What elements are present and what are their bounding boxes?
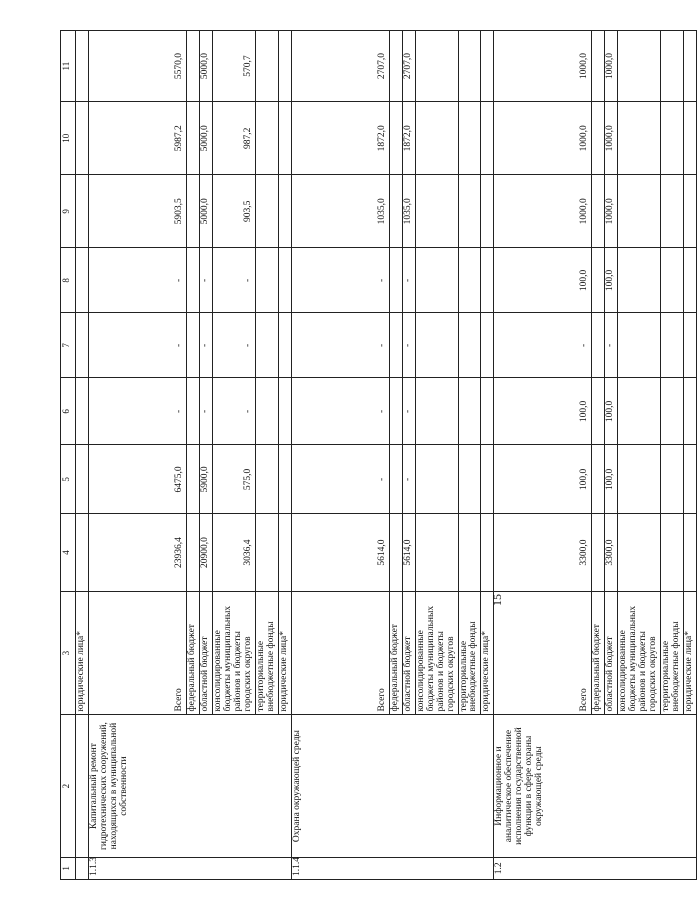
value-cell: 1872,0 [402, 102, 415, 175]
row-label: областной бюджет [402, 591, 415, 715]
value-cell: 1000,0 [605, 31, 618, 102]
value-cell [661, 514, 684, 591]
value-cell: 20900,0 [199, 514, 212, 591]
value-cell: 1035,0 [291, 175, 389, 248]
column-number-row [61, 31, 76, 880]
value-cell [415, 248, 458, 313]
value-cell [592, 378, 605, 445]
value-cell: 5900,0 [199, 445, 212, 514]
value-cell [255, 313, 278, 378]
value-cell [618, 378, 661, 445]
value-cell [255, 31, 278, 102]
row-label: областной бюджет [605, 591, 618, 715]
value-cell: - [605, 313, 618, 378]
value-cell [661, 248, 684, 313]
value-cell: 1000,0 [494, 31, 592, 102]
column-number-5: 5 [61, 445, 76, 514]
value-cell [661, 445, 684, 514]
value-cell [661, 378, 684, 445]
value-cell [389, 514, 402, 591]
value-cell: - [212, 313, 255, 378]
value-cell [278, 175, 291, 248]
value-cell: 2707,0 [291, 31, 389, 102]
value-cell: 1000,0 [605, 102, 618, 175]
value-cell: 23936,4 [88, 514, 186, 591]
value-cell [278, 445, 291, 514]
value-cell: 575,0 [212, 445, 255, 514]
table-row [291, 31, 389, 880]
value-cell: 3300,0 [605, 514, 618, 591]
value-cell: - [291, 248, 389, 313]
value-cell: 5000,0 [199, 31, 212, 102]
value-cell [661, 102, 684, 175]
value-cell: 5987,2 [88, 102, 186, 175]
value-cell: - [291, 378, 389, 445]
section-name: Капитальный ремонт гидротехнических сооружений, находящихся в муниципальной собственности [88, 715, 291, 857]
value-cell [618, 31, 661, 102]
value-cell: 1000,0 [494, 175, 592, 248]
value-cell: 1000,0 [494, 102, 592, 175]
value-cell [186, 31, 199, 102]
value-cell: - [88, 313, 186, 378]
value-cell: - [402, 445, 415, 514]
value-cell [684, 445, 697, 514]
column-number-8: 8 [61, 248, 76, 313]
value-cell: - [88, 248, 186, 313]
value-cell: 100,0 [494, 248, 592, 313]
table-row [494, 31, 592, 880]
value-cell [415, 445, 458, 514]
value-cell [458, 248, 481, 313]
value-cell: 5614,0 [402, 514, 415, 591]
value-cell: 5903,5 [88, 175, 186, 248]
row-label: юридические лица* [684, 591, 697, 715]
row-label: консолидированные бюджеты муниципальных районов и бюджеты городских округов [212, 591, 255, 715]
section-name: Информационное и аналитическое обеспечение исполнения государственной функции в сфере охраны окружающей среды [494, 715, 697, 857]
value-cell [618, 514, 661, 591]
value-cell [186, 445, 199, 514]
value-cell [415, 31, 458, 102]
value-cell [389, 445, 402, 514]
budget-table [60, 30, 697, 880]
value-cell [458, 102, 481, 175]
row-label: федеральный бюджет [389, 591, 402, 715]
row-label: территориальные внебюджетные фонды [661, 591, 684, 715]
value-cell [458, 514, 481, 591]
column-number-11: 11 [61, 31, 76, 102]
value-cell [389, 378, 402, 445]
value-cell [592, 102, 605, 175]
value-cell: 100,0 [605, 248, 618, 313]
value-cell [618, 445, 661, 514]
value-cell: - [402, 313, 415, 378]
value-cell [684, 102, 697, 175]
value-cell [186, 313, 199, 378]
value-cell [481, 102, 494, 175]
value-cell: - [212, 248, 255, 313]
value-cell [415, 102, 458, 175]
value-cell: 570,7 [212, 31, 255, 102]
value-cell: - [494, 313, 592, 378]
value-cell [415, 313, 458, 378]
value-cell: - [199, 378, 212, 445]
value-cell [186, 102, 199, 175]
value-cell: - [291, 445, 389, 514]
row-label: Всего [88, 591, 186, 715]
value-cell [255, 445, 278, 514]
row-label: территориальные внебюджетные фонды [255, 591, 278, 715]
value-cell [389, 175, 402, 248]
value-cell [458, 175, 481, 248]
value-cell [618, 248, 661, 313]
column-number-2: 2 [61, 715, 76, 857]
value-cell: 1035,0 [402, 175, 415, 248]
value-cell [186, 378, 199, 445]
rotated-landscape-content [60, 30, 695, 880]
value-cell: 5000,0 [199, 175, 212, 248]
table-row [88, 31, 186, 880]
value-cell [255, 248, 278, 313]
value-cell [684, 378, 697, 445]
value-cell [278, 31, 291, 102]
column-number-9: 9 [61, 175, 76, 248]
value-cell [278, 378, 291, 445]
value-cell: 100,0 [494, 378, 592, 445]
value-cell: 3036,4 [212, 514, 255, 591]
value-cell [458, 31, 481, 102]
table-row [76, 31, 89, 880]
row-label: Всего [291, 591, 389, 715]
value-cell: 2707,0 [402, 31, 415, 102]
page-number: 15 [490, 594, 504, 606]
column-number-10: 10 [61, 102, 76, 175]
value-cell [458, 378, 481, 445]
value-cell [278, 514, 291, 591]
value-cell: - [199, 313, 212, 378]
value-cell [458, 313, 481, 378]
value-cell: - [291, 313, 389, 378]
value-cell: 5570,0 [88, 31, 186, 102]
value-cell: 1000,0 [605, 175, 618, 248]
value-cell: 6475,0 [88, 445, 186, 514]
value-cell [592, 175, 605, 248]
value-cell [415, 175, 458, 248]
value-cell: 903,5 [212, 175, 255, 248]
value-cell: 100,0 [605, 445, 618, 514]
value-cell [481, 248, 494, 313]
value-cell [389, 31, 402, 102]
column-number-4: 4 [61, 514, 76, 591]
value-cell [186, 248, 199, 313]
value-cell [255, 378, 278, 445]
table-body [76, 31, 697, 880]
section-number: 1.2 [494, 857, 697, 879]
value-cell [255, 102, 278, 175]
value-cell: 100,0 [605, 378, 618, 445]
value-cell: - [199, 248, 212, 313]
value-cell: 1872,0 [291, 102, 389, 175]
value-cell [186, 514, 199, 591]
value-cell [684, 514, 697, 591]
value-cell [278, 313, 291, 378]
value-cell: 3300,0 [494, 514, 592, 591]
row-label: юридические лица* [481, 591, 494, 715]
value-cell: - [212, 378, 255, 445]
row-label: федеральный бюджет [592, 591, 605, 715]
value-cell [278, 248, 291, 313]
value-cell [684, 175, 697, 248]
row-label: юридические лица* [278, 591, 291, 715]
value-cell [592, 514, 605, 591]
value-cell [186, 175, 199, 248]
value-cell [255, 175, 278, 248]
value-cell [255, 514, 278, 591]
value-cell [592, 313, 605, 378]
value-cell [389, 102, 402, 175]
row-label: Всего [494, 591, 592, 715]
value-cell [618, 313, 661, 378]
row-label: консолидированные бюджеты муниципальных районов и бюджеты городских округов [415, 591, 458, 715]
value-cell: - [88, 378, 186, 445]
column-number-6: 6 [61, 378, 76, 445]
row-label: юридические лица* [76, 591, 89, 715]
value-cell [389, 313, 402, 378]
value-cell [592, 445, 605, 514]
column-number-1: 1 [61, 857, 76, 879]
value-cell [592, 31, 605, 102]
value-cell [481, 31, 494, 102]
value-cell [661, 175, 684, 248]
value-cell [415, 514, 458, 591]
value-cell: 987,2 [212, 102, 255, 175]
value-cell [592, 248, 605, 313]
value-cell [618, 102, 661, 175]
value-cell [684, 248, 697, 313]
value-cell [389, 248, 402, 313]
row-label: консолидированные бюджеты муниципальных районов и бюджеты городских округов [618, 591, 661, 715]
value-cell: 5614,0 [291, 514, 389, 591]
value-cell [458, 445, 481, 514]
value-cell [481, 175, 494, 248]
value-cell [684, 313, 697, 378]
value-cell: - [402, 248, 415, 313]
value-cell [684, 31, 697, 102]
section-number: 1.1.3 [88, 857, 291, 879]
row-label: областной бюджет [199, 591, 212, 715]
value-cell [661, 31, 684, 102]
value-cell: 5000,0 [199, 102, 212, 175]
section-name: Охрана окружающей среды [291, 715, 494, 857]
row-label: федеральный бюджет [186, 591, 199, 715]
column-number-3: 3 [61, 591, 76, 715]
value-cell [415, 378, 458, 445]
column-number-7: 7 [61, 313, 76, 378]
value-cell [618, 175, 661, 248]
value-cell [661, 313, 684, 378]
section-number: 1.1.4 [291, 857, 494, 879]
value-cell: - [402, 378, 415, 445]
value-cell: 100,0 [494, 445, 592, 514]
value-cell [278, 102, 291, 175]
row-label: территориальные внебюджетные фонды [458, 591, 481, 715]
